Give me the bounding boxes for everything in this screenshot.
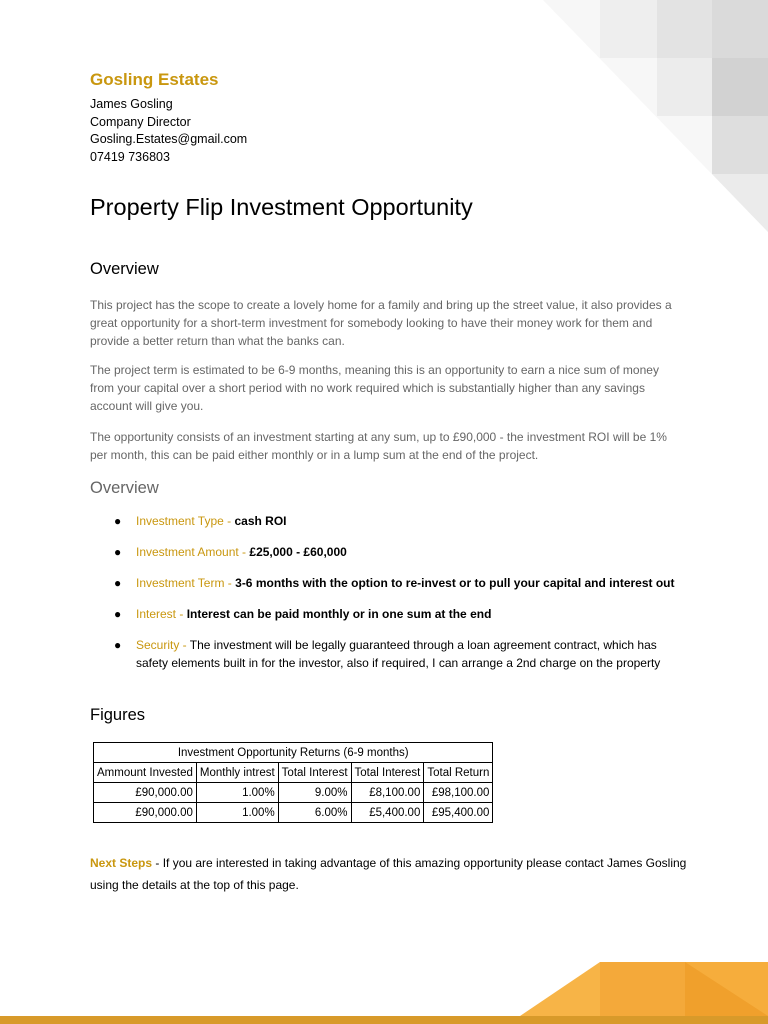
- column-header: Ammount Invested: [94, 763, 197, 783]
- list-item: [90, 574, 690, 592]
- next-steps-text: - If you are interested in taking advantage of this amazing opportunity please contact James Gosling using the details at the top of this page.: [90, 856, 687, 892]
- orange-square-decoration: [685, 962, 768, 1016]
- bullet-icon: ●: [114, 545, 122, 559]
- table-caption: Investment Opportunity Returns (6-9 months): [94, 743, 493, 763]
- list-item: [90, 636, 690, 672]
- overview-paragraph: The project term is estimated to be 6-9 months, meaning this is an opportunity to earn a nice sum of money from your capital over a short period with no work required which is substantially higher than any savings account will give you.: [90, 363, 659, 413]
- bullet-icon: ●: [114, 514, 122, 528]
- list-item: [90, 543, 690, 561]
- gray-square-decoration: [712, 116, 768, 174]
- bullet-icon: ●: [114, 638, 122, 652]
- table-cell: £5,400.00: [351, 803, 424, 823]
- next-steps-label: Next Steps: [90, 856, 153, 870]
- contact-email: Gosling.Estates@gmail.com: [90, 132, 248, 146]
- orange-triangle-decoration: [685, 962, 768, 1016]
- company-name: Gosling Estates: [90, 70, 219, 89]
- item-value: cash ROI: [234, 514, 287, 528]
- next-steps: [90, 852, 690, 896]
- contact-name: James Gosling: [90, 97, 173, 111]
- gray-square-decoration: [657, 0, 712, 58]
- bullet-icon: ●: [114, 607, 122, 621]
- overview-paragraph: The opportunity consists of an investment starting at any sum, up to £90,000 - the investment ROI will be 1% per month, this can be paid either monthly or in a lump sum at the end of the project.: [90, 430, 667, 462]
- overview-paragraph: This project has the scope to create a lovely home for a family and bring up the street value, it also provides a great opportunity for a short-term investment for somebody looking to have their money work for them and provide a better return than what the banks can.: [90, 298, 672, 348]
- table-cell: £95,400.00: [424, 803, 493, 823]
- orange-triangle-decoration: [520, 962, 600, 1016]
- list-item: [90, 605, 690, 623]
- table-cell: £90,000.00: [94, 803, 197, 823]
- table-cell: 9.00%: [278, 783, 351, 803]
- item-label: Investment Term -: [136, 576, 236, 590]
- list-item: [90, 512, 690, 530]
- gray-square-decoration: [712, 58, 768, 116]
- bottom-bar-decoration: [0, 1016, 768, 1024]
- column-header: Total Return: [424, 763, 493, 783]
- figures-heading: Figures: [90, 706, 146, 724]
- table-cell: 6.00%: [278, 803, 351, 823]
- item-label: Interest -: [136, 607, 187, 621]
- column-header: Monthly intrest: [196, 763, 278, 783]
- contact-phone: 07419 736803: [90, 149, 170, 164]
- item-value: The investment will be legally guaranteed through a loan agreement contract, which has safety elements built in for the investor, also if required, I can arrange a 2nd charge on the property: [136, 638, 661, 670]
- overview-heading: Overview: [90, 260, 159, 278]
- orange-square-decoration: [600, 962, 685, 1016]
- item-value: Interest can be paid monthly or in one sum at the end: [186, 607, 492, 621]
- table-caption-row: [94, 743, 493, 763]
- table-row: [94, 783, 493, 803]
- table-row: [94, 803, 493, 823]
- table-cell: £98,100.00: [424, 783, 493, 803]
- table-header-row: [94, 763, 493, 783]
- contact-role: Company Director: [90, 114, 191, 129]
- item-label: Security -: [136, 638, 190, 652]
- item-label: Investment Type -: [136, 514, 235, 528]
- investment-details-list: [90, 512, 690, 685]
- contact-block: [90, 96, 247, 166]
- table-cell: £90,000.00: [94, 783, 197, 803]
- item-value: 3-6 months with the option to re-invest or to pull your capital and interest out: [235, 576, 675, 590]
- table-cell: 1.00%: [196, 803, 278, 823]
- gray-square-decoration: [657, 58, 712, 116]
- table-cell: 1.00%: [196, 783, 278, 803]
- bullet-icon: ●: [114, 576, 122, 590]
- item-label: Investment Amount -: [136, 545, 250, 559]
- table-cell: £8,100.00: [351, 783, 424, 803]
- gray-square-decoration: [600, 0, 657, 58]
- page-title: Property Flip Investment Opportunity: [90, 194, 473, 220]
- item-value: £25,000 - £60,000: [249, 545, 347, 559]
- gray-square-decoration: [712, 0, 768, 58]
- column-header: Total Interest: [278, 763, 351, 783]
- overview-subheading: Overview: [90, 479, 159, 497]
- gray-triangle-decoration: [543, 0, 768, 232]
- column-header: Total Interest: [351, 763, 424, 783]
- returns-table: [93, 742, 493, 823]
- gray-triangle-decoration: [712, 174, 768, 232]
